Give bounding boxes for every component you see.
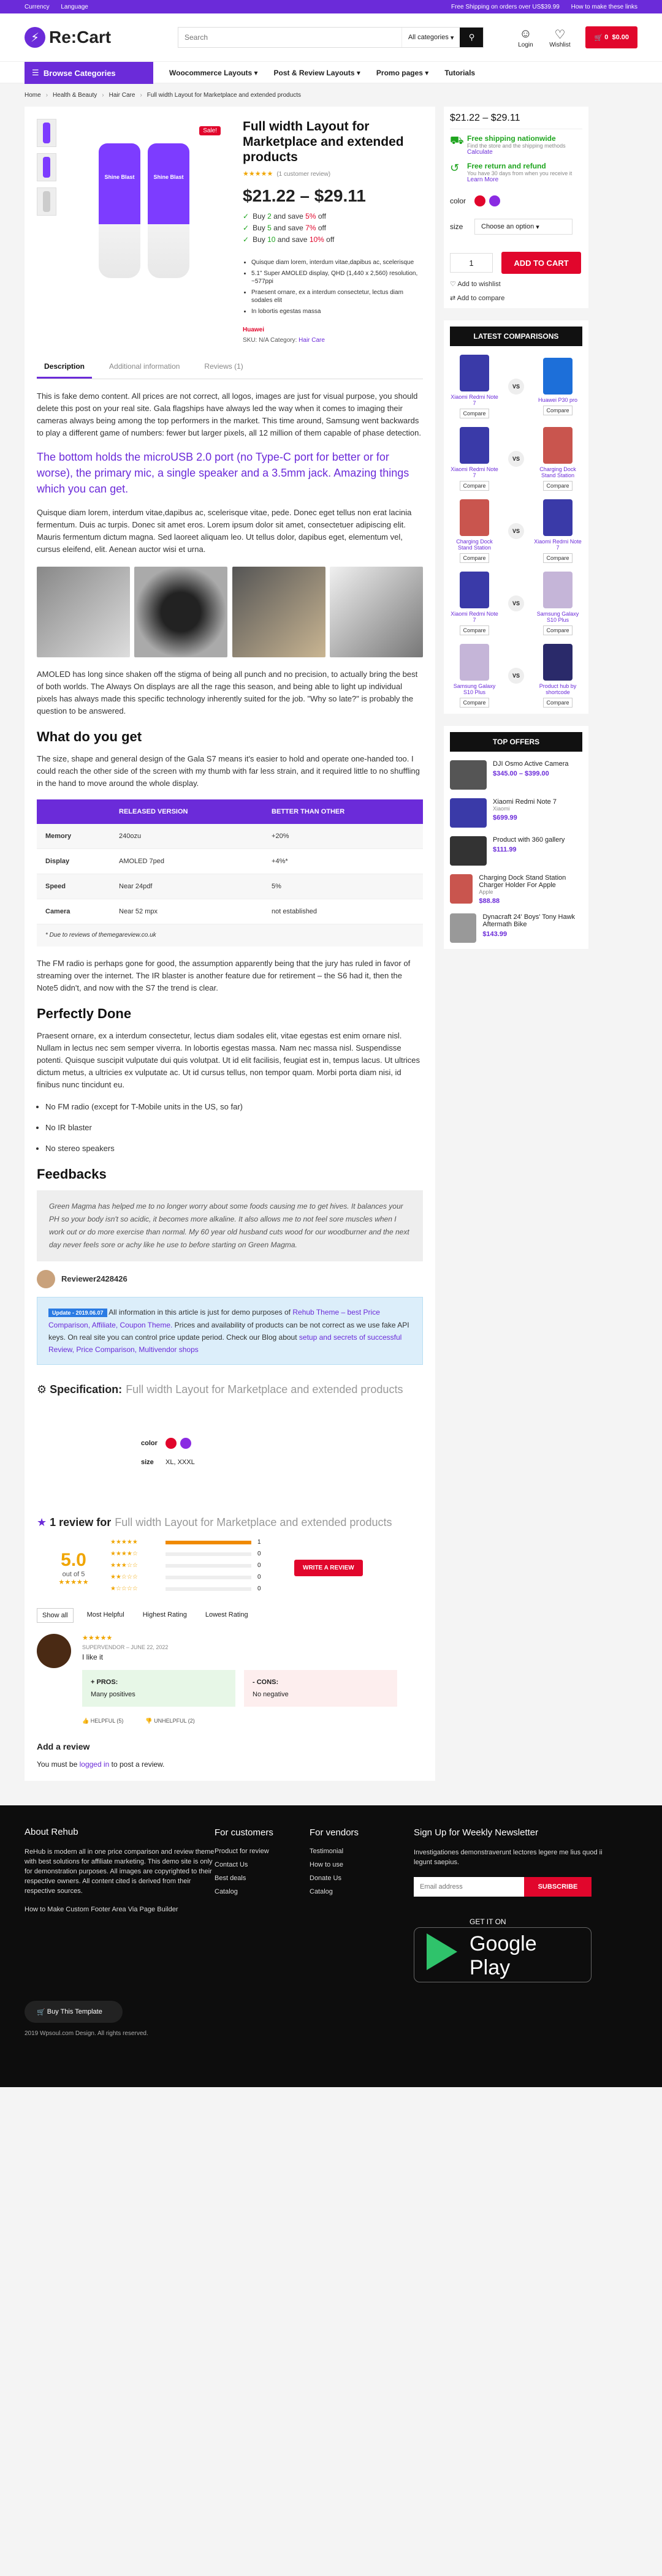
copyright: 2019 Wpsoul.com Design. All rights reserved. [25, 2030, 148, 2037]
footer-link[interactable]: Catalog [215, 1888, 238, 1895]
category-link[interactable]: Hair Care [299, 337, 325, 344]
newsletter-email-input[interactable] [414, 1877, 524, 1897]
table-note: * Due to reviews of themegareview.co.uk [37, 924, 423, 946]
offer-item[interactable]: DJI Osmo Active Camera $345.00 – $399.00 [450, 760, 582, 790]
footer-link[interactable]: Product for review [215, 1848, 269, 1855]
section-heading: What do you get [37, 729, 142, 744]
highlight-text: The bottom holds the microUSB 2.0 port (no Type-C port for better or for worse), the primary mic, a single speaker and a 3.5mm jack. Amazing things which you can get. [37, 451, 409, 495]
compare-button[interactable]: Compare [543, 698, 572, 708]
gallery-thumb[interactable] [37, 153, 56, 181]
reviewer: Reviewer2428426 [37, 1270, 423, 1288]
gallery-thumb[interactable] [37, 119, 56, 147]
comparison-pair [450, 427, 582, 491]
learn-more-link[interactable]: Learn More [467, 176, 499, 183]
update-notice: Update - 2019.06.07 All information in this article is just for demo purposes of Rehub Theme – best Price Comparison, Affiliate, Coupon Theme. Prices and availability of products can be not correct as we use fake API keys. On real site you can control price update period. Check our Blog about setup and secrets of successful Review, Price Comparison, Multivendor shops [37, 1297, 423, 1365]
shipping-note: Free Shipping on orders over US$39.99 [451, 3, 560, 10]
spec-item: • Quisque diam lorem, interdum vitae,dapibus ac, scelerisque [251, 259, 423, 266]
color-swatch-purple [180, 1438, 191, 1449]
offer-item[interactable]: Product with 360 gallery $111.99 [450, 836, 582, 866]
rating-bar-row: ★☆☆☆☆ 0 [110, 1585, 261, 1592]
spec-table: RELEASED VERSION BETTER THAN OTHER Memory 240ozu +20% Display AMOLED 7ped +4%* Speed Near 24pdf 5% Camera Near 52 mpx not established [37, 799, 423, 924]
unhelpful-button[interactable]: 👎 UNHELPFUL (2) [145, 1718, 195, 1724]
product-price: $21.22 – $29.11 [243, 186, 366, 205]
filter-most-helpful[interactable]: Most Helpful [86, 1611, 124, 1618]
section-heading: Perfectly Done [37, 1006, 132, 1021]
comparisons-widget [444, 320, 588, 714]
vs-badge: VS [508, 668, 524, 684]
footer-link[interactable]: Contact Us [215, 1861, 248, 1868]
filter-show-all[interactable]: Show all [37, 1608, 74, 1623]
product-gallery [37, 119, 233, 344]
rating-summary: 5.0 out of 5 ★★★★★ ★★★★★ 1 ★★★★☆ 0 ★★★☆☆ 0 ★★☆☆☆ 0 ★☆☆☆☆ 0 WRITE A REVIEW [37, 1539, 423, 1597]
offer-item[interactable]: Charging Dock Stand Station Charger Holder For Apple Apple $88.88 [450, 874, 582, 905]
compare-item[interactable]: Samsung Galaxy S10 Plus Compare [450, 644, 499, 708]
login-link[interactable]: logged in [79, 1760, 110, 1769]
compare-button[interactable]: Compare [460, 409, 489, 418]
search-button[interactable] [460, 28, 483, 47]
sale-badge: Sale! [199, 126, 221, 135]
nav-item-promo[interactable]: Promo pages ▾ [376, 69, 429, 77]
crumb-current: Full width Layout for Marketplace and extended products [146, 91, 302, 99]
spec-item: • 5.1" Super AMOLED display, QHD (1,440 x 2,560) resolution, ~577ppi [251, 270, 423, 285]
spec-item: • In lobortis egestas massa [251, 308, 423, 315]
header [0, 13, 662, 61]
compare-button[interactable]: Compare [543, 625, 572, 635]
avatar [37, 1634, 71, 1668]
compare-item[interactable]: Xiaomi Redmi Note 7 Compare [450, 427, 499, 491]
language-menu[interactable]: Language [61, 3, 88, 10]
main-column [25, 107, 435, 1781]
compare-button[interactable]: Compare [460, 481, 489, 491]
description: This is fake demo content. All prices are not correct, all logos, images are just for visual purpose, you should delete this post on your real site. Gala flagships have always led the way when it comes to imaging their cameras always being among the top performers in the market. This time around, Samsung went backwards to play a different game of numbers: fewer but larger pixels, all 12 million of them capable of phase detection. The bottom holds the microUSB 2.0 port (no Type-C port for better or for worse), the primary mic, a single speaker and a 3.5mm jack. Amazing things which you can get. Quisque diam lorem, interdum vitae,dapibus ac, scelerisque vitae, pede. Donec eget tellus non erat lacinia fermentum. Duis ac turpis. Donec sit amet eros. Lorem ipsum dolor sit amet, consectetuer adipiscing elit. Mauris fermentum dictum magna. Sed laoreet aliquam leo. Ut tellus dolor, dapibus eget, elementum vel, cursus eleifend, elit. Aenean auctor wisi et urna. AMOLED has long since shaken off the stigma of being all punch and no precision, to actually bring the best of both worlds. The Always On displays are all the rage this season, and being able to light up individual pixels has always made this specific technology inherently suited for the job. "Why so late?" is probably the question to be answered. What do you get The size, shape and general design of the Gala S7 means it's easier to hold and operate one-handed too. I could reach the other side of the screen with my thumb with far less strain, and it required little to no shuffling in the hand to move around the whole display. RELEASED VERSION BETTER THAN OTHER Memory 240ozu +20% Display AMOLED 7ped +4%* Speed Near 24pdf 5% Camera Near 52 mpx not established * Due to reviews of themegareview.co.uk The FM radio is perhaps gone for good, the assumption apparently being that the jury has ruled in favor of streaming over the internet. The IR blaster is another feature due for retirement – the S6 had it, then the Note5 didn't, and now with the S7 the trend is clear. Perfectly Done Praesent ornare, ex a interdum consectetur, lectus diam sodales elit, vitae egestas est enim ornare nisl. Nullam in lectus nec sem semper viverra. In lobortis egestas massa. Nam nec massa nisl. Suspendisse potenti. Quisque suscipit vulputate dui quis volutpat. Ut id elit facilisis, feugiat est in, tempus lacus. Ut ultrices dictum metus, a ultricies ex vulputate ac. Ut id cursus tellus, non tempor quam. Morbi porta diam nisi, id finibus nunc tincidunt eu. • No FM radio (except for T-Mobile units in the US, so far) • No IR blaster • No stereo speakers Feedbacks Green Magma has helped me to no longer worry about some foods causing me to get hives. It balances your PH so your body isn't so acidic, it becomes more alkaline. It also allows me to not feel sore muscles when I work out or do more exercise than normal. My 60 year old husband cuts wood for our woodburner and the next day never feels sore or achy like he use to before starting on Green Magma. Reviewer2428426 Update - 2019.06.07 All information in this article is just for demo purposes of Rehub Theme – best Price Comparison, Affiliate, Coupon Theme. Prices and availability of products can be not correct as we use fake API keys. On real site you can control price update period. Check our Blog about setup and secrets of successful Review, Price Comparison, Multivendor shops [37, 390, 423, 1365]
browse-categories-button[interactable]: ☰ Browse Categories [25, 62, 153, 84]
cart-icon: 🛒 [594, 34, 603, 42]
table-row: Speed Near 24pdf 5% [37, 874, 423, 899]
offers-title: TOP OFFERS [450, 732, 582, 752]
helpful-button[interactable]: 👍 HELPFUL (5) [82, 1718, 124, 1724]
rating-stars: ★★★★★ [243, 170, 273, 178]
rating-bar-row: ★★★★☆ 0 [110, 1551, 261, 1557]
login-note: You must be logged in to post a review. [37, 1760, 165, 1769]
review-count-link[interactable]: (1 customer review) [276, 171, 331, 178]
compare-item[interactable]: Product hub by shortcode Compare [533, 644, 582, 708]
write-review-button[interactable]: WRITE A REVIEW [294, 1560, 363, 1576]
cons-box: - CONS: No negative [244, 1670, 397, 1707]
footer: About Rehub ReHub is modern all in one price comparison and review theme with best solutions for affiliate marketing. This demo site is only for demonstration purposes. All images are copyrighted to their respective owners. All content cited is derived from their respective sources. How to Make Custom Footer Area Via Page Builder For customers Product for review Contact Us Best deals Catalog For vendors Testimonial How to use Donate Us Catalog Sign Up for Weekly Newsletter Investigationes demonstraverunt lectores legere me lius quod ii legunt saepius. Email address SUBSCRIBE GET IT ON Google Play 🛒 Buy This Template 2019 Wpsoul.com Design. All rights reserved. [0, 1805, 662, 2087]
footer-link[interactable]: Donate Us [310, 1875, 341, 1882]
cart-icon: 🛒 [37, 2008, 45, 2016]
cart-total: $0.00 [612, 34, 629, 41]
calculate-link[interactable]: Calculate [467, 149, 493, 156]
rehub-link[interactable]: Rehub Theme – best Price Comparison, Affiliate, Coupon Theme. [48, 1308, 380, 1329]
filter-lowest[interactable]: Lowest Rating [205, 1611, 248, 1618]
main-nav [0, 61, 662, 83]
user-icon: ☺ [519, 26, 532, 40]
nav-item-tutorials[interactable]: Tutorials [444, 69, 476, 77]
product-image[interactable] [61, 119, 227, 303]
feedback-quote: Green Magma has helped me to no longer worry about some foods causing me to get hives. It balances your PH so your body isn't so acidic, it becomes more alkaline. It also allows me to not feel sore muscles when I work out or do more exercise than normal. My 60 year old husband cuts wood for our woodburner and the next day never feels sore or achy like he use to before starting on Green Magma. [37, 1190, 423, 1261]
comparison-pair [450, 644, 582, 708]
color-option-red[interactable] [474, 195, 485, 206]
compare-item[interactable]: Xiaomi Redmi Note 7 Compare [450, 355, 499, 418]
add-to-compare-link[interactable]: ⇄ Add to compare [450, 295, 505, 302]
review-filters [37, 1608, 423, 1623]
rating-bar-row: ★★★☆☆ 0 [110, 1562, 261, 1569]
search-icon: ⚲ [468, 32, 475, 42]
compare-item[interactable]: Charging Dock Stand Station Compare [533, 427, 582, 491]
search-input[interactable] [178, 28, 401, 47]
bottle-image: Shine Blast [99, 143, 140, 278]
buybox-price: $21.22 – $29.11 [450, 113, 582, 129]
nav-item-woocommerce[interactable]: Woocommerce Layouts ▾ [169, 69, 258, 77]
footer-builder-link[interactable]: How to Make Custom Footer Area Via Page Builder [25, 1906, 178, 1913]
compare-button[interactable]: Compare [460, 698, 489, 708]
wishlist-button[interactable]: ♡ Wishlist [542, 27, 577, 48]
camera-photo [37, 567, 130, 657]
buy-box: $21.22 – $29.11 ⛟ Free shipping nationwide Find the store and the shipping methods Calculate ↺ Free return and refund You have 30 days from when you receive it Learn More color size Choose an option ▾ 1 ADD TO CART ♡ Add to wishlist ⇄ Add to compare [444, 107, 588, 308]
breadcrumb: Home › Health & Beauty › Hair Care › Full width Layout for Marketplace and extended products [25, 91, 302, 99]
cart-button[interactable] [585, 26, 637, 48]
rating-bar-row: ★★☆☆☆ 0 [110, 1574, 261, 1581]
tab-reviews[interactable]: Reviews (1) [204, 362, 243, 371]
comparisons-title: LATEST COMPARISONS [450, 327, 582, 346]
vs-badge: VS [508, 523, 524, 539]
avatar [37, 1270, 55, 1288]
compare-item[interactable]: Charging Dock Stand Station Compare [450, 499, 499, 563]
compare-button[interactable]: Compare [460, 553, 489, 563]
discount-tiers [243, 212, 423, 244]
pros-box: + PROS: Many positives [82, 1670, 235, 1707]
product-tabs [37, 356, 423, 379]
offers-widget [444, 726, 588, 949]
offer-item[interactable]: Xiaomi Redmi Note 7 Xiaomi $699.99 [450, 798, 582, 828]
table-row: Memory 240ozu +20% [37, 824, 423, 849]
compare-item[interactable]: Xiaomi Redmi Note 7 Compare [450, 572, 499, 635]
footer-link[interactable]: Best deals [215, 1875, 246, 1882]
tab-description[interactable]: Description [37, 356, 92, 379]
currency-menu[interactable]: Currency [25, 3, 50, 10]
compare-button[interactable]: Compare [543, 481, 572, 491]
color-swatch-red [166, 1438, 177, 1449]
comparison-pair [450, 499, 582, 563]
tier-row: ✓ Buy 2 and save 5% off [243, 212, 326, 221]
footer-link[interactable]: Testimonial [310, 1848, 344, 1855]
size-select[interactable]: Choose an option ▾ [474, 219, 573, 235]
refund-icon: ↺ [450, 162, 460, 174]
tier-row: ✓ Buy 10 and save 10% off [243, 235, 335, 244]
top-strip [0, 0, 662, 13]
star-icon: ★ [37, 1516, 47, 1528]
crumb-home[interactable]: Home [25, 91, 41, 99]
filter-highest[interactable]: Highest Rating [142, 1611, 187, 1618]
category-select[interactable]: All categories ▾ [401, 28, 460, 47]
comparison-pair [450, 572, 582, 635]
comparison-pair [450, 355, 582, 418]
subscribe-button[interactable]: SUBSCRIBE [524, 1877, 592, 1897]
compare-button[interactable]: Compare [460, 625, 489, 635]
spec-list [243, 259, 423, 315]
vs-badge: VS [508, 379, 524, 395]
rating-bars [110, 1539, 270, 1597]
truck-icon: ⛟ [450, 134, 464, 146]
specification-box: color size XL, XXXL [37, 1406, 423, 1498]
vs-badge: VS [508, 451, 524, 467]
logo[interactable]: ⚡ Re:Cart [25, 27, 135, 48]
google-play-icon [427, 1933, 457, 1970]
buy-template-button[interactable]: 🛒 Buy This Template [25, 2001, 123, 2023]
brand-logo[interactable]: Huawei [243, 327, 265, 333]
blog-link[interactable]: setup and secrets of successful Review, Price Comparison, Multivendor shops [48, 1333, 402, 1354]
cart-count: 0 [604, 34, 609, 41]
rating-bar-row: ★★★★★ 1 [110, 1539, 261, 1546]
login-button[interactable]: ☺ Login [508, 27, 542, 48]
specification-heading: ⚙ Specification: Full width Layout for Marketplace and extended products [37, 1383, 403, 1396]
quantity-input[interactable]: 1 [450, 253, 493, 273]
woman-camera-photo [330, 567, 423, 657]
crumb-haircare[interactable]: Hair Care [108, 91, 135, 99]
add-review-heading: Add a review [37, 1742, 90, 1751]
table-row: Camera Near 52 mpx not established [37, 899, 423, 924]
footer-link[interactable]: How to use [310, 1861, 344, 1868]
spec-item: • Praesent ornare, ex a interdum consectetur, lectus diam sodales elit [251, 289, 423, 304]
howto-link[interactable]: How to make these links [571, 3, 637, 10]
update-badge: Update - 2019.06.07 [48, 1309, 107, 1317]
reviews-heading: ★ 1 review for Full width Layout for Marketplace and extended products [37, 1516, 392, 1528]
footer-link[interactable]: Catalog [310, 1888, 333, 1895]
camera-hand-photo [232, 567, 325, 657]
add-to-wishlist-link[interactable]: ♡ Add to wishlist [450, 281, 501, 288]
search-bar [178, 27, 484, 48]
section-heading: Feedbacks [37, 1166, 107, 1182]
average-score: 5.0 [61, 1550, 86, 1570]
heart-icon: ♡ [554, 28, 566, 42]
compare-item[interactable]: Xiaomi Redmi Note 7 Compare [533, 499, 582, 563]
lens-photo [134, 567, 227, 657]
tier-row: ✓ Buy 5 and save 7% off [243, 224, 326, 232]
nav-item-post-review[interactable]: Post & Review Layouts ▾ [273, 69, 360, 77]
product-title: Full width Layout for Marketplace and extended products [243, 119, 404, 164]
compare-item[interactable]: Samsung Galaxy S10 Plus Compare [533, 572, 582, 635]
review-item: ★★★★★ SUPERVENDOR – JUNE 22, 2022 I like it + PROS: Many positives - CONS: No negative 👍 HELPFUL (5) 👎 UNHELPFUL (2) [37, 1634, 423, 1724]
compare-button[interactable]: Compare [543, 553, 572, 563]
bolt-icon: ⚡ [25, 27, 45, 48]
feature-bullets: • No FM radio (except for T-Mobile units in the US, so far) • No IR blaster • No stereo speakers [37, 1101, 423, 1155]
tab-additional[interactable]: Additional information [109, 362, 180, 371]
vs-badge: VS [508, 595, 524, 611]
bottle-image: Shine Blast [148, 143, 189, 278]
offer-item[interactable]: Dynacraft 24' Boys' Tony Hawk Aftermath Bike $143.99 [450, 913, 582, 943]
cog-icon: ⚙ [37, 1383, 47, 1396]
add-to-cart-button[interactable]: ADD TO CART [501, 252, 581, 274]
compare-button[interactable]: Compare [543, 406, 572, 415]
sku-line: SKU: N/A Category: Hair Care [243, 337, 325, 344]
color-option-purple[interactable] [489, 195, 500, 206]
gallery-thumb[interactable] [37, 187, 56, 216]
table-row: Display AMOLED 7ped +4%* [37, 849, 423, 874]
crumb-health[interactable]: Health & Beauty [53, 91, 97, 99]
photo-row [37, 567, 423, 657]
google-play-badge[interactable]: GET IT ON Google Play [414, 1927, 592, 1982]
compare-item[interactable]: Huawei P30 pro Compare [533, 358, 582, 415]
